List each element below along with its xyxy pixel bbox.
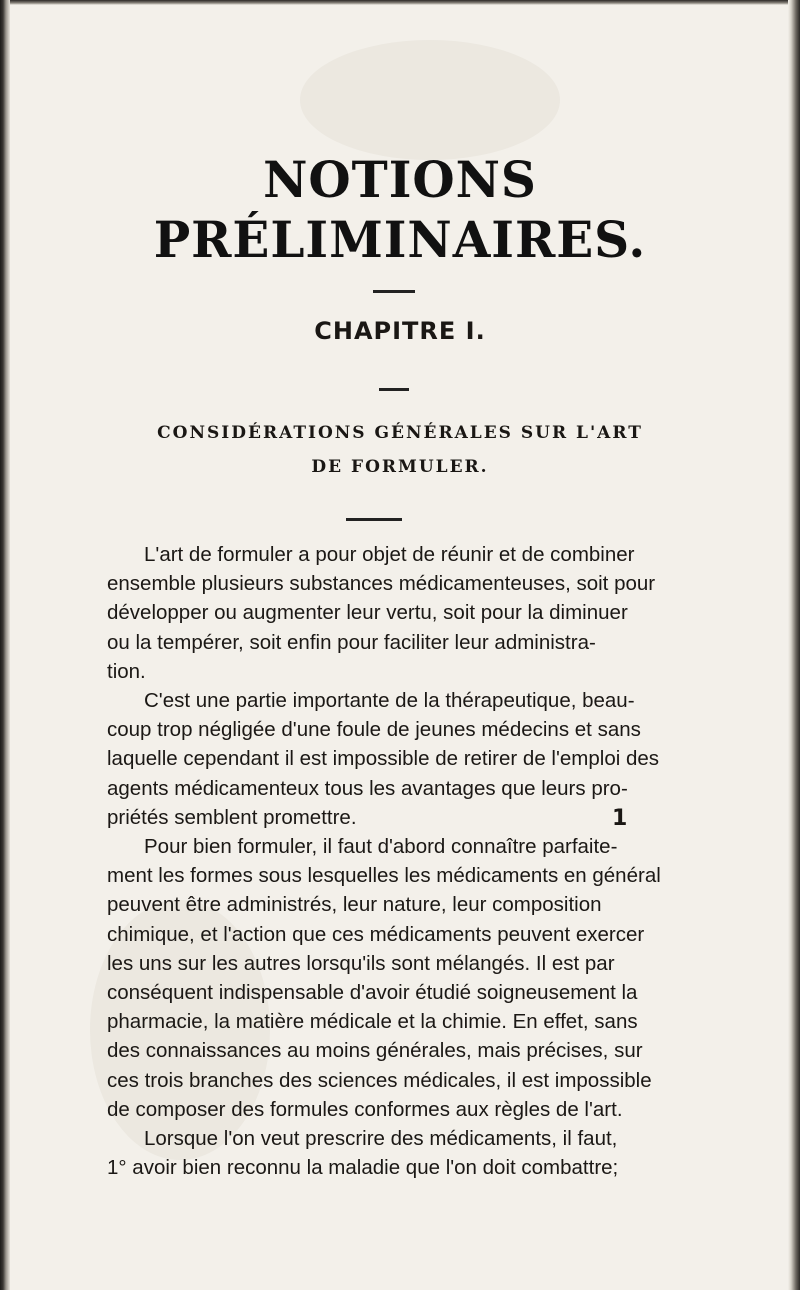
page-number: 1 [612,806,628,831]
body-line: tion. [107,659,146,683]
body-line: agents médicamenteux tous les avantages que leurs pro- [107,776,628,800]
body-line: de composer des formules conformes aux règles de l'art. [107,1097,623,1121]
body-line: 1° avoir bien reconnu la maladie que l'on doit combattre; [107,1156,619,1180]
page-right-edge [788,0,800,1290]
body-text [107,540,758,1182]
body-line: laquelle cependant il est impossible de retirer de l'emploi des [107,747,660,771]
body-line: priétés semblent promettre. [107,805,357,829]
section-heading-line-1: CONSIDÉRATIONS GÉNÉRALES SUR L'ART [157,423,643,443]
paper-stain [300,40,560,160]
body-line: ou la tempérer, soit enfin pour faciliter leur administra- [107,630,596,654]
divider-rule [346,518,402,521]
divider-rule [379,388,409,391]
page-top-edge [0,0,800,5]
body-line: des connaissances au moins générales, mais précises, sur [107,1039,643,1063]
section-heading-line-2: DE FORMULER. [311,457,489,477]
body-line: ment les formes sous lesquelles les médicaments en général [107,864,661,888]
body-line: les uns sur les autres lorsqu'ils sont mélangés. Il est par [107,951,615,975]
body-line: conséquent indispensable d'avoir étudié soigneusement la [107,981,638,1005]
body-line: chimique, et l'action que ces médicaments peuvent exercer [107,922,645,946]
body-line: peuvent être administrés, leur nature, leur composition [107,893,602,917]
body-line: L'art de formuler a pour objet de réunir et de combiner [144,543,635,566]
body-line: ces trois branches des sciences médicales, il est impossible [107,1068,652,1092]
page-left-edge [0,0,10,1290]
body-line: développer ou augmenter leur vertu, soit pour la diminuer [107,601,628,625]
body-line: coup trop négligée d'une foule de jeunes médecins et sans [107,718,641,742]
divider-rule [373,290,415,293]
body-line: Lorsque l'on veut prescrire des médicaments, il faut, [144,1127,618,1151]
body-line: pharmacie, la matière médicale et la chimie. En effet, sans [107,1010,638,1034]
chapter-heading: CHAPITRE I. [314,317,486,345]
body-line: Pour bien formuler, il faut d'abord connaître parfaite- [144,835,618,859]
main-title: NOTIONS PRÉLIMINAIRES. [153,150,647,269]
body-line: ensemble plusieurs substances médicamenteuses, soit pour [107,572,656,596]
body-line: C'est une partie importante de la thérapeutique, beau- [144,689,635,713]
